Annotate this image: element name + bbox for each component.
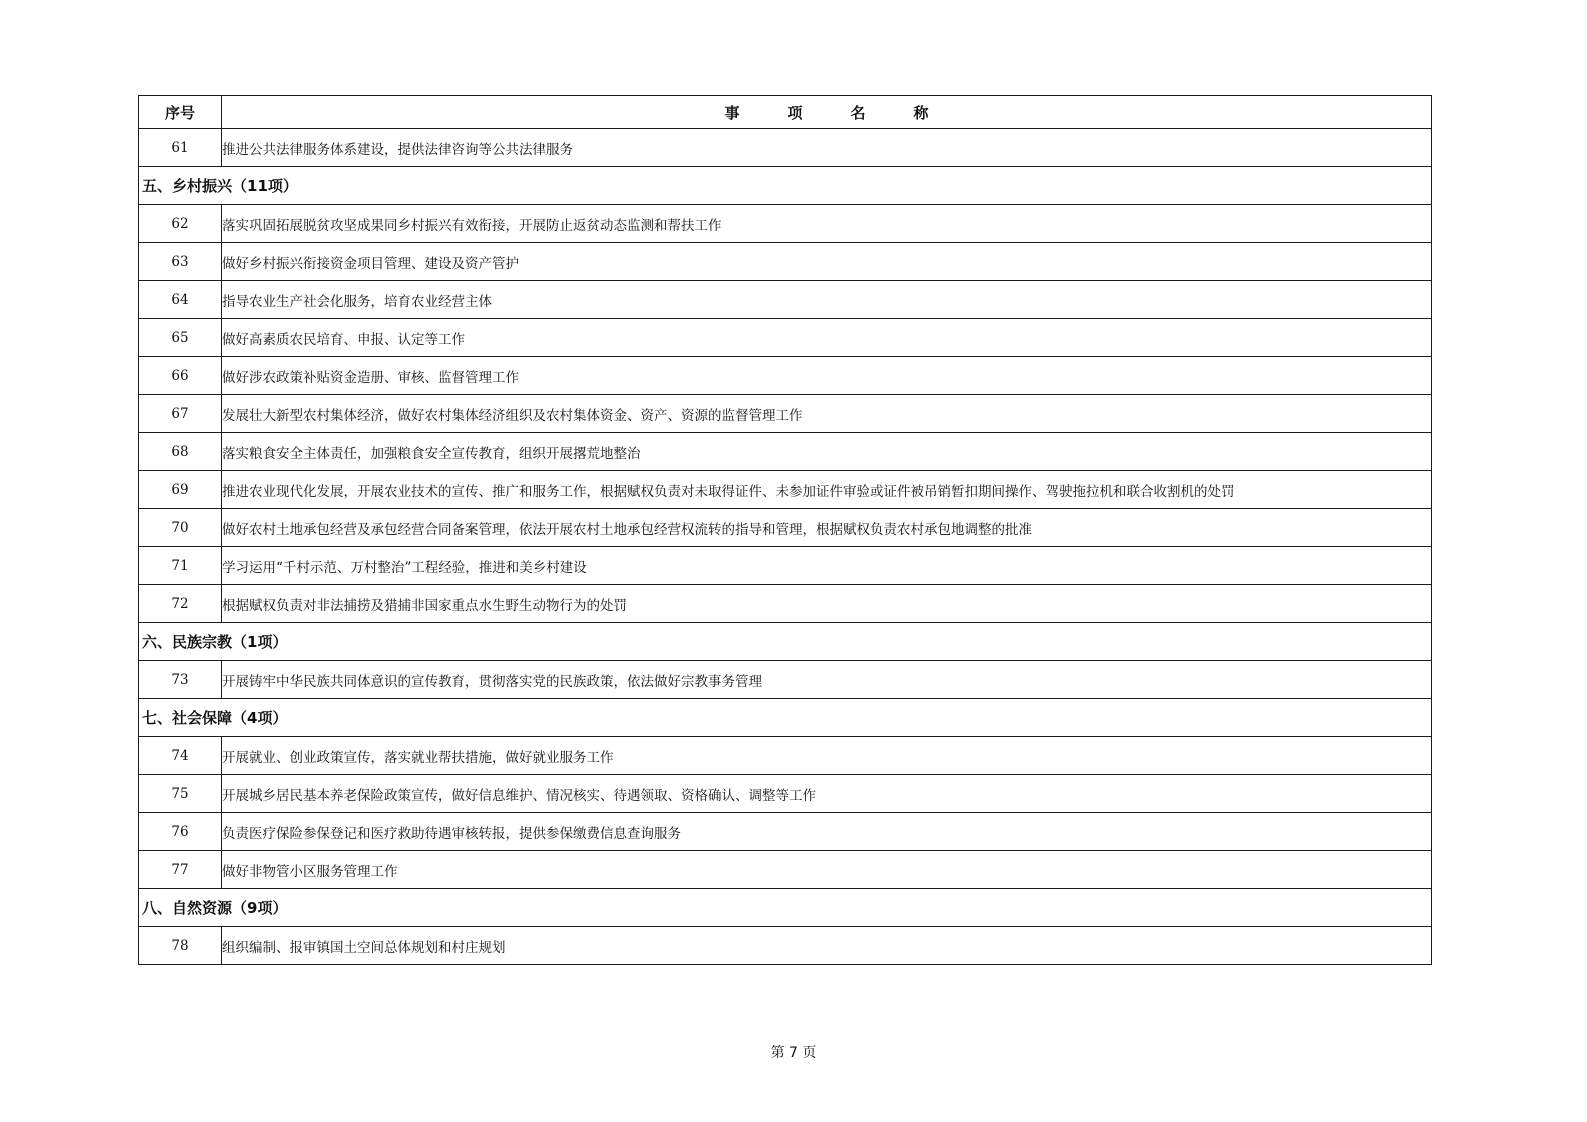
section-row (139, 889, 1432, 927)
table-header-row (139, 96, 1432, 129)
item-name: 开展就业、创业政策宣传，落实就业帮扶措施，做好就业服务工作 (222, 737, 1432, 775)
item-number: 71 (139, 547, 222, 585)
item-number: 68 (139, 433, 222, 471)
table-row (139, 585, 1432, 623)
item-name: 落实巩固拓展脱贫攻坚成果同乡村振兴有效衔接，开展防止返贫动态监测和帮扶工作 (222, 205, 1432, 243)
item-name: 开展铸牢中华民族共同体意识的宣传教育，贯彻落实党的民族政策，依法做好宗教事务管理 (222, 661, 1432, 699)
table-body (139, 129, 1432, 965)
table-row (139, 471, 1432, 509)
item-number: 72 (139, 585, 222, 623)
table-row (139, 129, 1432, 167)
table-row (139, 509, 1432, 547)
item-name: 推进公共法律服务体系建设，提供法律咨询等公共法律服务 (222, 129, 1432, 167)
item-number: 70 (139, 509, 222, 547)
item-name: 做好涉农政策补贴资金造册、审核、监督管理工作 (222, 357, 1432, 395)
item-number: 78 (139, 927, 222, 965)
item-number: 75 (139, 775, 222, 813)
section-title: 六、民族宗教（1项） (139, 623, 1432, 661)
item-name: 学习运用“千村示范、万村整治”工程经验，推进和美乡村建设 (222, 547, 1432, 585)
item-name: 做好农村土地承包经营及承包经营合同备案管理，依法开展农村土地承包经营权流转的指导和管理，根据赋权负责农村承包地调整的批准 (222, 509, 1432, 547)
table-row (139, 813, 1432, 851)
item-name: 发展壮大新型农村集体经济，做好农村集体经济组织及农村集体资金、资产、资源的监督管理工作 (222, 395, 1432, 433)
table-row (139, 319, 1432, 357)
item-number: 63 (139, 243, 222, 281)
section-title: 五、乡村振兴（11项） (139, 167, 1432, 205)
item-name: 做好乡村振兴衔接资金项目管理、建设及资产管护 (222, 243, 1432, 281)
item-name: 做好高素质农民培育、申报、认定等工作 (222, 319, 1432, 357)
item-number: 76 (139, 813, 222, 851)
item-number: 64 (139, 281, 222, 319)
item-name: 推进农业现代化发展，开展农业技术的宣传、推广和服务工作，根据赋权负责对未取得证件、未参加证件审验或证件被吊销暂扣期间操作、驾驶拖拉机和联合收割机的处罚 (222, 471, 1432, 509)
header-number: 序号 (139, 96, 222, 129)
item-name: 组织编制、报审镇国土空间总体规划和村庄规划 (222, 927, 1432, 965)
section-row (139, 623, 1432, 661)
table-row (139, 737, 1432, 775)
table-row (139, 205, 1432, 243)
item-name: 负责医疗保险参保登记和医疗救助待遇审核转报，提供参保缴费信息查询服务 (222, 813, 1432, 851)
table-row (139, 243, 1432, 281)
table-row (139, 851, 1432, 889)
item-name: 开展城乡居民基本养老保险政策宣传，做好信息维护、情况核实、待遇领取、资格确认、调整等工作 (222, 775, 1432, 813)
table-row (139, 433, 1432, 471)
table-row (139, 357, 1432, 395)
table-row (139, 775, 1432, 813)
item-number: 74 (139, 737, 222, 775)
item-number: 77 (139, 851, 222, 889)
item-number: 67 (139, 395, 222, 433)
header-item-name: 事项名称 (222, 96, 1432, 129)
item-number: 66 (139, 357, 222, 395)
table-row (139, 281, 1432, 319)
table-row (139, 661, 1432, 699)
items-table (138, 95, 1432, 965)
table-row (139, 927, 1432, 965)
table-row (139, 547, 1432, 585)
item-number: 62 (139, 205, 222, 243)
item-number: 61 (139, 129, 222, 167)
table-row (139, 395, 1432, 433)
item-name: 指导农业生产社会化服务，培育农业经营主体 (222, 281, 1432, 319)
item-name: 落实粮食安全主体责任，加强粮食安全宣传教育，组织开展撂荒地整治 (222, 433, 1432, 471)
item-number: 73 (139, 661, 222, 699)
section-row (139, 699, 1432, 737)
item-number: 65 (139, 319, 222, 357)
section-title: 八、自然资源（9项） (139, 889, 1432, 927)
page-number: 第 7 页 (770, 1045, 817, 1061)
section-row (139, 167, 1432, 205)
section-title: 七、社会保障（4项） (139, 699, 1432, 737)
item-number: 69 (139, 471, 222, 509)
item-name: 根据赋权负责对非法捕捞及猎捕非国家重点水生野生动物行为的处罚 (222, 585, 1432, 623)
item-name: 做好非物管小区服务管理工作 (222, 851, 1432, 889)
